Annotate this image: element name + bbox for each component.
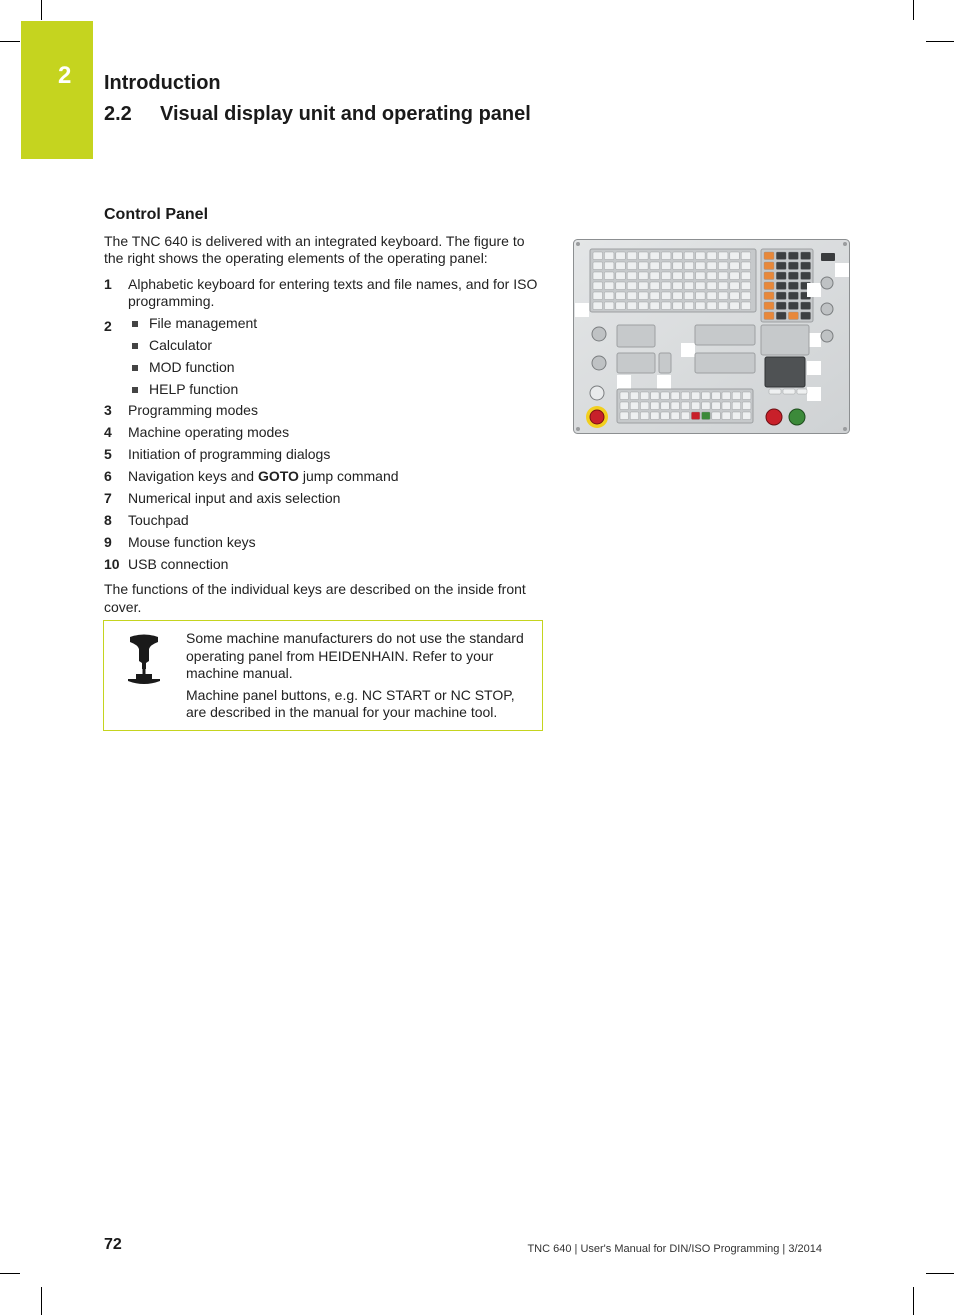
- item-text: USB connection: [128, 555, 229, 572]
- crop-mark: [926, 41, 954, 42]
- note-paragraph: Machine panel buttons, e.g. NC START or NC STOP, are described in the manual for your machine tool.: [186, 686, 515, 720]
- item-number: 4: [104, 424, 112, 441]
- note-text: [186, 630, 531, 726]
- main-content: [104, 206, 544, 616]
- operating-elements-list: [104, 276, 544, 574]
- item-text-before: Navigation keys and: [128, 468, 258, 485]
- goto-keyword: GOTO: [257, 468, 299, 485]
- list-item: [104, 468, 544, 486]
- item-number: 8: [104, 511, 112, 528]
- section-title-text: Visual display unit and operating panel: [160, 103, 531, 125]
- sub-list-item: HELP function: [128, 381, 544, 399]
- sub-list: [128, 315, 544, 398]
- list-item: [104, 512, 544, 530]
- outro-paragraph: The functions of the individual keys are described on the inside front cover.: [104, 581, 526, 615]
- crop-mark: [926, 1273, 954, 1274]
- item-number: 7: [104, 490, 112, 507]
- control-panel-illustration: [573, 239, 850, 434]
- chapter-number: 2: [58, 62, 72, 89]
- chapter-title: Introduction: [104, 72, 221, 94]
- crop-mark: [913, 1287, 914, 1315]
- item-text: Initiation of programming dialogs: [128, 446, 331, 463]
- crop-mark: [0, 41, 20, 42]
- note-box: [103, 620, 543, 731]
- item-number: 1: [104, 275, 112, 292]
- item-text: Alphabetic keyboard for entering texts and file names, and for ISO programming.: [128, 275, 538, 309]
- list-item: [104, 556, 544, 574]
- crop-mark: [41, 0, 42, 20]
- item-number: 10: [104, 555, 120, 572]
- content-heading: Control Panel: [104, 206, 209, 223]
- chapter-tab: [21, 21, 93, 159]
- crop-mark: [41, 1287, 42, 1315]
- list-item: [104, 490, 544, 508]
- item-text: Touchpad: [128, 511, 189, 528]
- list-item: [104, 402, 544, 420]
- intro-paragraph: The TNC 640 is delivered with an integrated keyboard. The figure to the right shows the operating elements of the operating panel:: [104, 232, 525, 266]
- sub-list-item: File management: [128, 315, 544, 333]
- footer-text: TNC 640 | User's Manual for DIN/ISO Programming | 3/2014: [527, 1243, 822, 1255]
- list-item: [104, 276, 544, 311]
- item-text: Machine operating modes: [128, 424, 290, 441]
- sub-list-item: MOD function: [128, 359, 544, 377]
- item-text-after: jump command: [298, 468, 399, 485]
- list-item: [104, 446, 544, 464]
- list-item: [104, 424, 544, 442]
- item-number: 6: [104, 468, 112, 485]
- section-title: [104, 103, 531, 126]
- item-text: Mouse function keys: [128, 533, 256, 550]
- item-number: 2: [104, 317, 112, 334]
- list-item: [104, 534, 544, 552]
- item-text: Numerical input and axis selection: [128, 490, 341, 507]
- item-text: Programming modes: [128, 402, 258, 419]
- item-number: 3: [104, 402, 112, 419]
- crop-mark: [0, 1273, 20, 1274]
- crop-mark: [913, 0, 914, 20]
- item-number: 5: [104, 446, 112, 463]
- machine-manufacturer-icon: [124, 633, 164, 689]
- sub-list-item: Calculator: [128, 337, 544, 355]
- section-number: 2.2: [104, 103, 132, 125]
- note-paragraph: Some machine manufacturers do not use the standard operating panel from HEIDENHAIN. Refer to your machine manual.: [186, 630, 524, 681]
- item-number: 9: [104, 533, 112, 550]
- list-item: [104, 315, 544, 398]
- page-number: 72: [104, 1236, 122, 1253]
